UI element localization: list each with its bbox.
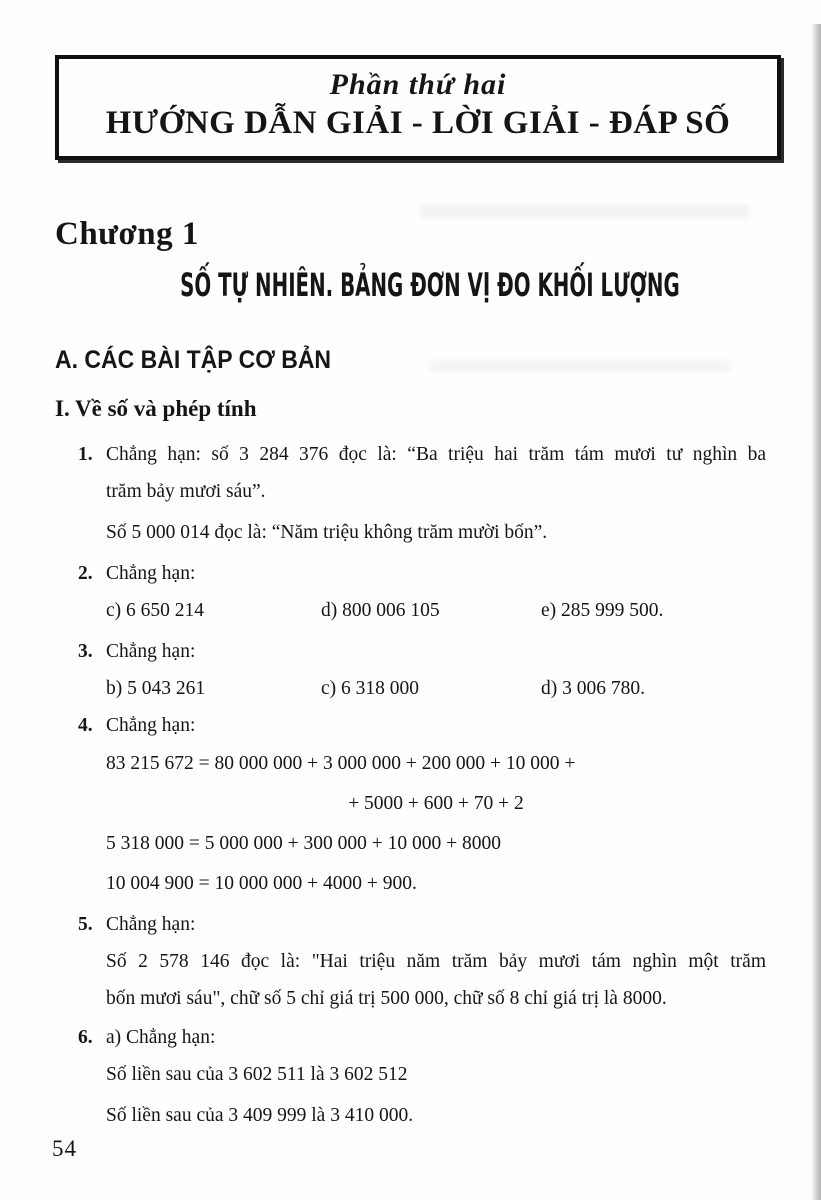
answer-option: c) 6 318 000 <box>321 678 420 699</box>
answer-columns <box>106 670 766 707</box>
item-label: Chẳng hạn: <box>106 641 196 662</box>
section-heading-numbers-and-operations: I. Về số và phép tính <box>55 396 257 421</box>
solution-item-5 <box>78 906 766 1017</box>
solution-item-4 <box>78 707 766 904</box>
item-number: 2. <box>78 563 93 584</box>
paragraph-line: bốn mươi sáu", chữ số 5 chỉ giá trị 500 000, chữ số 8 chỉ giá trị là 8000. <box>106 988 667 1009</box>
item-body <box>106 436 766 551</box>
paragraph: Số 5 000 014 đọc là: “Năm triệu không trăm mười bốn”. <box>106 522 548 543</box>
solutions-list <box>78 436 766 1134</box>
equation: 5 318 000 = 5 000 000 + 300 000 + 10 000 + 8000 <box>106 833 501 854</box>
part-header-box <box>55 55 781 160</box>
answer-option: b) 5 043 261 <box>106 678 206 699</box>
item-label: Chẳng hạn: <box>106 563 196 584</box>
item-number: 6. <box>78 1027 93 1048</box>
solution-item-3 <box>78 633 766 707</box>
item-body <box>106 633 766 707</box>
paragraph: Số liền sau của 3 409 999 là 3 410 000. <box>106 1105 414 1126</box>
solution-item-1 <box>78 436 766 551</box>
paragraph <box>106 943 766 1017</box>
bleed-through-artifact <box>420 205 750 218</box>
equation: 10 004 900 = 10 000 000 + 4000 + 900. <box>106 873 417 894</box>
item-body <box>106 707 766 904</box>
item-label: Chẳng hạn: <box>106 715 196 736</box>
item-number: 1. <box>78 444 93 465</box>
paragraph-line: trăm bảy mươi sáu”. <box>106 481 266 502</box>
item-body <box>106 1019 766 1134</box>
item-number: 3. <box>78 641 93 662</box>
item-number: 4. <box>78 715 93 736</box>
bleed-through-artifact <box>430 360 730 372</box>
paragraph <box>106 436 766 510</box>
section-heading-basic-exercises: A. CÁC BÀI TẬP CƠ BẢN <box>55 346 332 374</box>
item-label: a) Chẳng hạn: <box>106 1027 216 1048</box>
answer-option: d) 800 006 105 <box>321 600 440 621</box>
chapter-label: Chương 1 <box>55 216 199 252</box>
part-subtitle: Phần thứ hai <box>329 68 507 101</box>
answer-columns <box>106 592 766 629</box>
answer-option: e) 285 999 500. <box>541 600 664 621</box>
chapter-title: SỐ TỰ NHIÊN. BẢNG ĐƠN VỊ ĐO KHỐI LƯỢNG <box>180 266 680 305</box>
item-number: 5. <box>78 914 93 935</box>
answer-option: c) 6 650 214 <box>106 600 205 621</box>
solution-item-2 <box>78 555 766 629</box>
item-body <box>106 906 766 1017</box>
paragraph: Số liền sau của 3 602 511 là 3 602 512 <box>106 1064 408 1085</box>
solution-item-6 <box>78 1019 766 1134</box>
answer-option: d) 3 006 780. <box>541 678 645 699</box>
scan-edge-shadow <box>811 24 821 1200</box>
item-label: Chẳng hạn: <box>106 914 196 935</box>
part-title: HƯỚNG DẪN GIẢI - LỜI GIẢI - ĐÁP SỐ <box>105 105 731 141</box>
paragraph-line: Chẳng hạn: số 3 284 376 đọc là: “Ba triệu hai trăm tám mươi tư nghìn ba <box>106 444 766 465</box>
page-number: 54 <box>52 1136 77 1161</box>
equation: 83 215 672 = 80 000 000 + 3 000 000 + 200 000 + 10 000 + <box>106 753 576 774</box>
paragraph-line: Số 2 578 146 đọc là: "Hai triệu năm trăm bảy mươi tám nghìn một trăm <box>106 951 766 972</box>
equation-continued: + 5000 + 600 + 70 + 2 <box>348 793 524 814</box>
item-body <box>106 555 766 629</box>
